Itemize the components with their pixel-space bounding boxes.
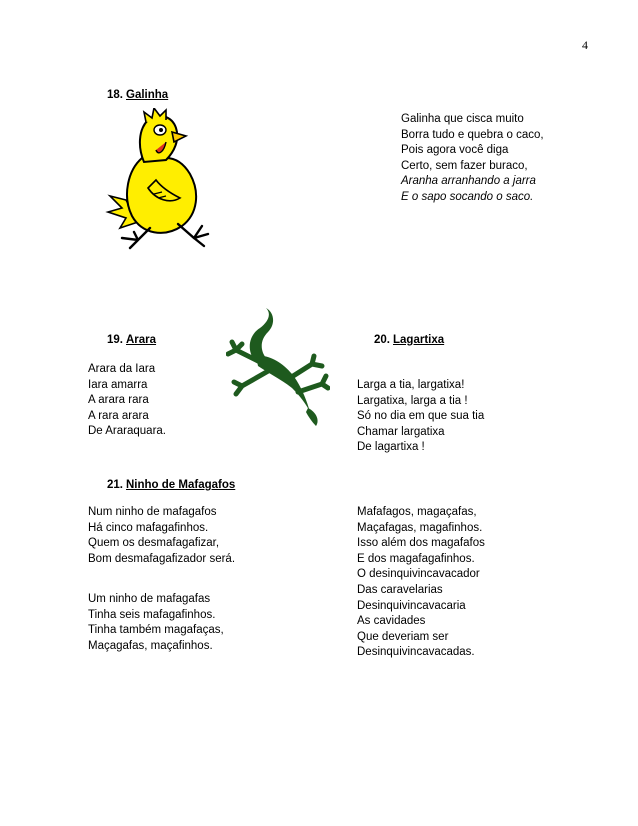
arara-stanza [88,362,166,440]
poem-line: As cavidades [357,615,426,628]
mafagafos-right-stanza [357,505,485,661]
poem-line: Bom desmafagafizador será. [88,552,236,565]
galinha-stanza [401,112,544,206]
poem-line: Quem os desmafagafizar, [88,537,220,550]
poem-line: Tinha seis mafagafinhos. [88,608,216,621]
lizard-illustration [226,304,330,428]
heading-number: 21. [107,479,123,491]
poem-line: Maçagafas, maçafinhos. [88,639,213,652]
mafagafos-left-stanza-1 [88,505,235,567]
poem-line: Das caravelarias [357,583,443,596]
poem-line: Arara da Iara [88,363,156,375]
poem-line: Num ninho de mafagafos [88,506,217,518]
poem-line: De Araraquara. [88,425,166,438]
poem-line: Iara amarra [88,378,148,391]
mafagafos-left-stanza-2 [88,592,224,654]
heading-number: 18. [107,89,123,101]
poem-line: E o sapo socando o saco. [401,190,534,203]
heading-title: Arara [126,334,157,346]
poem-line: Tinha também magafaças, [88,624,224,637]
poem-line: E dos magafagafinhos. [357,552,475,565]
heading-title: Ninho de Mafagafos [126,479,236,491]
poem-line: Isso além dos magafafos [357,537,485,550]
poem-line: Galinha que cisca muito [401,113,524,125]
poem-line: Há cinco mafagafinhos. [88,521,209,534]
poem-line: Mafafagos, magaçafas, [357,506,477,518]
poem-line: Desinquivincavacaria [357,599,466,612]
chicken-illustration [104,108,220,250]
poem-line: Desinquivincavacadas. [357,646,475,659]
poem-line: A rara arara [88,409,149,422]
heading-arara [107,334,156,346]
poem-line: O desinquivincavacador [357,568,480,581]
lagartixa-stanza [357,378,484,456]
heading-number: 19. [107,334,123,346]
poem-line: Largatixa, larga a tia ! [357,394,468,407]
poem-line: Chamar largatixa [357,425,445,438]
poem-line: De lagartixa ! [357,441,425,454]
poem-line: Borra tudo e quebra o caco, [401,128,544,141]
heading-galinha [107,89,168,101]
poem-line: Larga a tia, largatixa! [357,379,465,391]
poem-line: Um ninho de mafagafas [88,593,211,605]
heading-number: 20. [374,334,390,346]
heading-title: Lagartixa [393,334,445,346]
heading-title: Galinha [126,89,169,101]
poem-line: Maçafagas, magafinhos. [357,521,483,534]
poem-line: Só no dia em que sua tia [357,410,485,423]
heading-lagartixa [374,334,444,346]
poem-line: Aranha arranhando a jarra [401,175,536,188]
poem-line: Que deveriam ser [357,630,449,643]
poem-line: A arara rara [88,394,149,407]
page-number: 4 [582,38,588,52]
poem-line: Certo, sem fazer buraco, [401,159,528,172]
poem-line: Pois agora você diga [401,144,509,157]
heading-mafagafos [107,479,235,491]
